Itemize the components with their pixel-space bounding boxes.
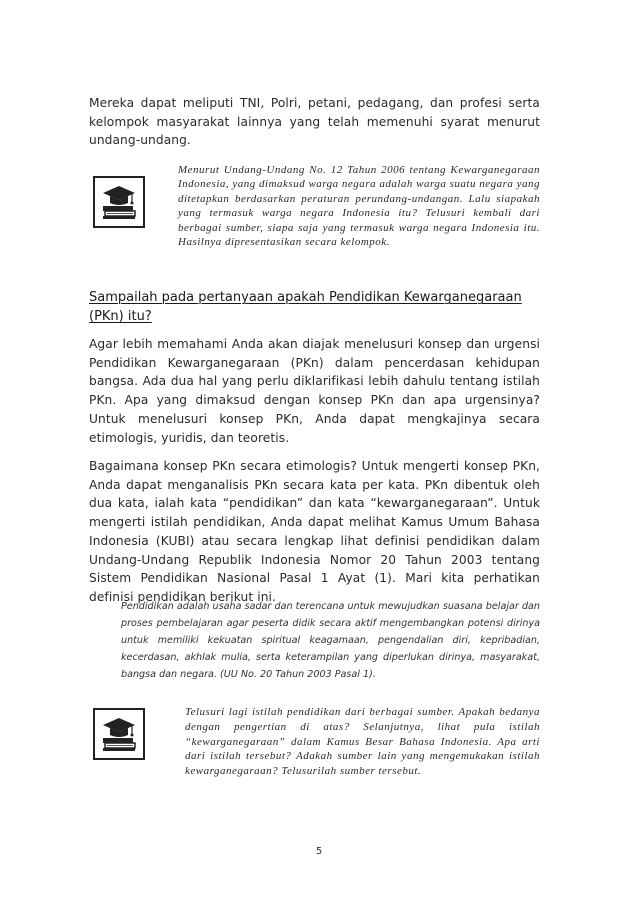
note2-icon-box [93, 708, 145, 760]
graduation-book-icon [97, 714, 141, 754]
note2-text: Telusuri lagi istilah pendidikan dari berbagai sumber. Apakah bedanya dengan pengertian di atas? Selanjutnya, lihat pula istilah “kewarganegaraan” dalam Kamus Besar Bahasa Indonesia. Apa arti dari istilah tersebut? Adakah sumber lain yang mengemukakan istilah kewarganegaraan? Telusurilah sumber tersebut. [185, 706, 540, 778]
graduation-book-icon [97, 182, 141, 222]
section-heading: Sampailah pada pertanyaan apakah Pendidikan Kewarganegaraan (PKn) itu? [89, 290, 522, 324]
definition-quote: Pendidikan adalah usaha sadar dan terencana untuk mewujudkan suasana belajar dan proses pembelajaran agar peserta didik secara aktif mengembangkan potensi dirinya untuk memiliki kekuatan spiritual keagamaan, pengendalian diri, kepribadian, kecerdasan, akhlak mulia, serta keterampilan yang diperlukan dirinya, masyarakat, bangsa dan negara. (UU No. 20 Tahun 2003 Pasal 1). [121, 601, 540, 681]
intro-paragraph: Mereka dapat meliputi TNI, Polri, petani, pedagang, dan profesi serta kelompok masyarakat lainnya yang telah memenuhi syarat menurut undang-undang. [89, 96, 540, 148]
note1-icon-box [93, 176, 145, 228]
paragraph-1: Agar lebih memahami Anda akan diajak menelusuri konsep dan urgensi Pendidikan Kewarganegaraan (PKn) dalam pencerdasan kehidupan bangsa. Ada dua hal yang perlu diklarifikasi lebih dahulu tentang istilah PKn. Apa yang dimaksud dengan konsep PKn dan apa urgensinya? Untuk menelusuri konsep PKn, Anda dapat mengkajinya secara etimologis, yuridis, dan teoretis. [89, 337, 540, 445]
page-number: 5 [315, 846, 323, 857]
paragraph-2: Bagaimana konsep PKn secara etimologis? Untuk mengerti konsep PKn, Anda dapat menganalisis PKn secara kata per kata. PKn dibentuk oleh dua kata, ialah kata “pendidikan” dan kata “kewarganegaraan”. Untuk mengerti istilah pendidikan, Anda dapat melihat Kamus Umum Bahasa Indonesia (KUBI) atau secara lengkap lihat definisi pendidikan dalam Undang-Undang Republik Indonesia Nomor 20 Tahun 2003 tentang Sistem Pendidikan Nasional Pasal 1 Ayat (1). Mari kita perhatikan definisi pendidikan berikut ini. [89, 459, 540, 604]
note1-text: Menurut Undang-Undang No. 12 Tahun 2006 tentang Kewarganegaraan Indonesia, yang dimaksud warga negara adalah warga suatu negara yang ditetapkan berdasarkan peraturan perundang-undangan. Lalu siapakah yang termasuk warga negara Indonesia itu? Telusuri kembali dari berbagai sumber, siapa saja yang termasuk warga negara Indonesia itu. Hasilnya dipresentasikan secara kelompok. [178, 164, 540, 249]
